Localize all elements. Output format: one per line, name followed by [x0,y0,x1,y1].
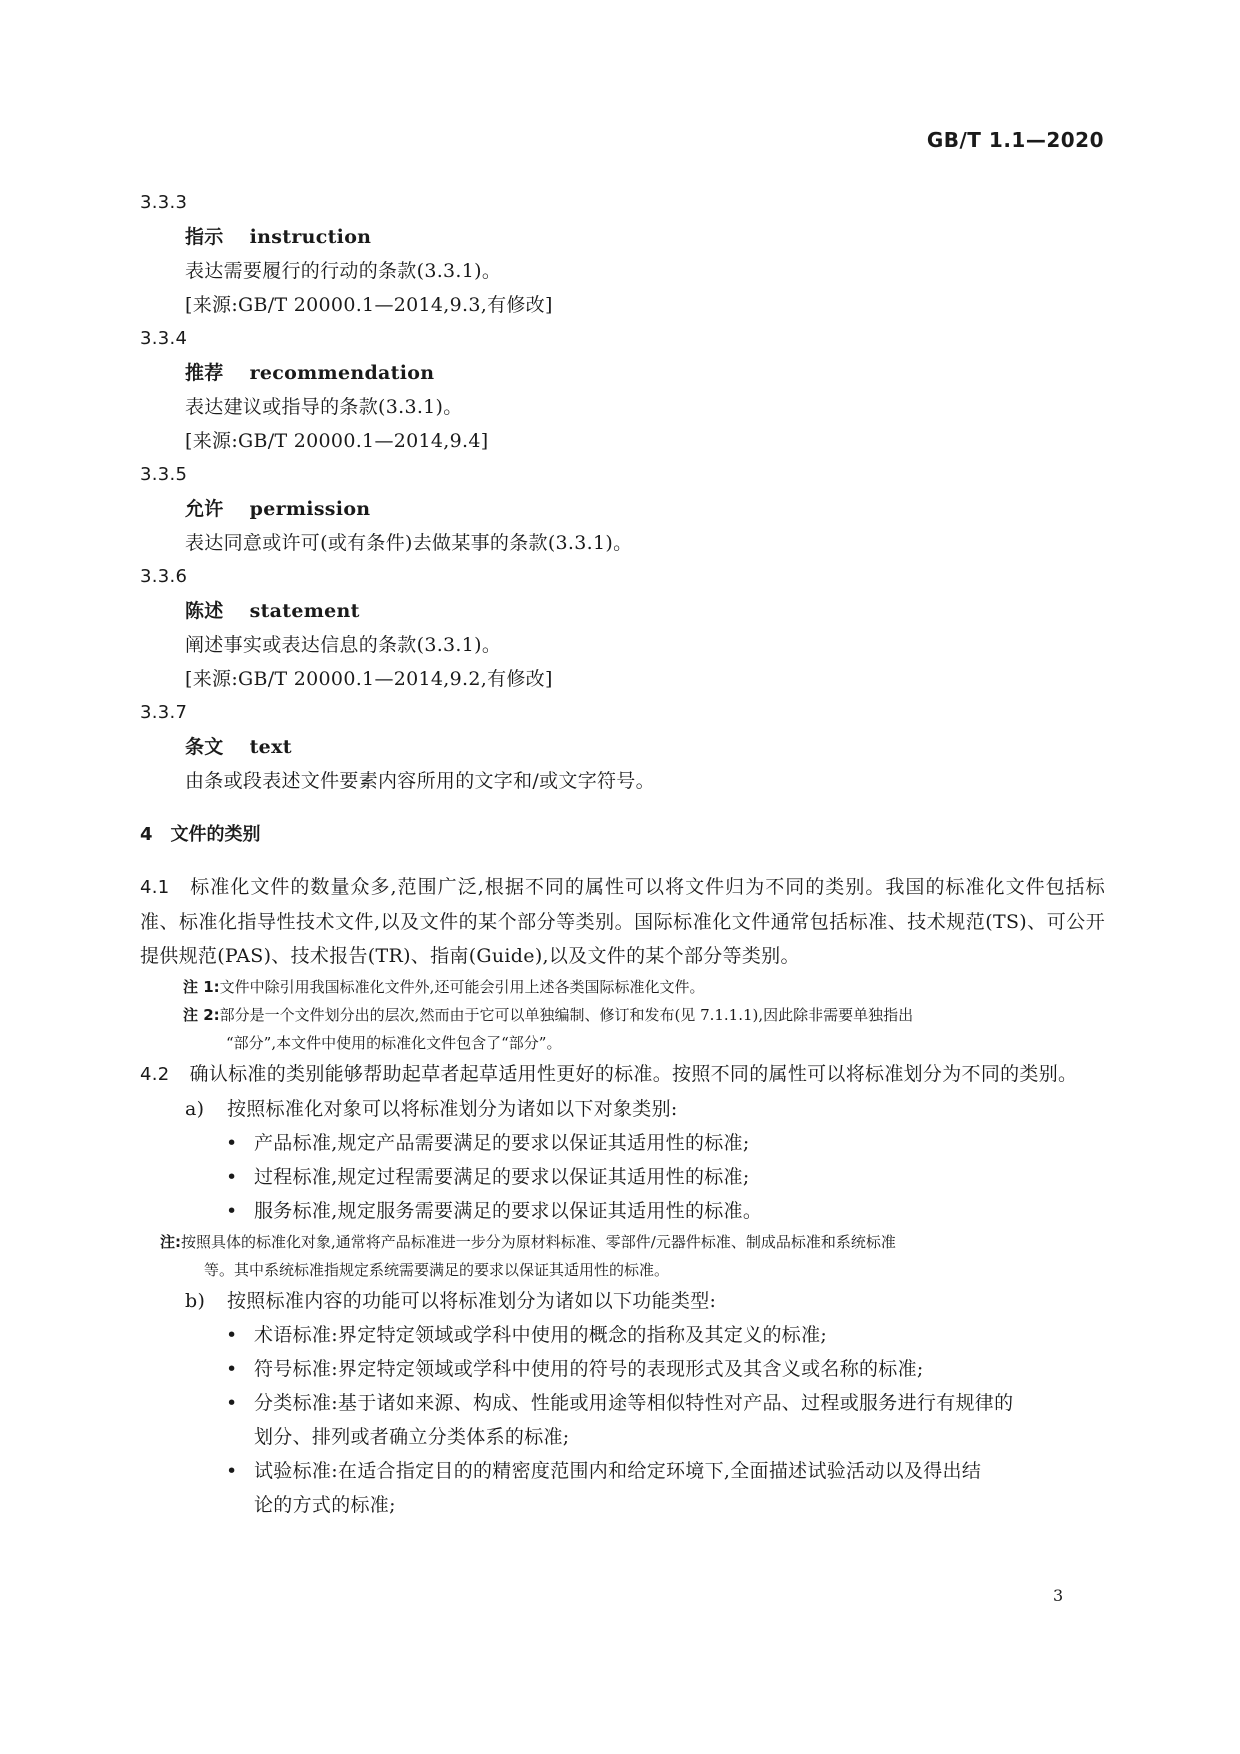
bullet-item [140,1352,1105,1386]
bullet-item-continued [140,1420,1105,1454]
term-source: [来源:GB/T 20000.1—2014,9.3,有修改] [185,294,553,316]
bullet-text: 符号标准:界定特定领域或学科中使用的符号的表现形式及其含义或名称的标准; [254,1358,924,1380]
note-list-a [140,1228,1105,1256]
bullet-icon: • [226,1324,238,1346]
list-text: 按照标准化对象可以将标准划分为诸如以下对象类别: [227,1098,678,1120]
term-en: statement [249,600,360,622]
term-number: 3.3.7 [140,702,188,723]
bullet-text: 服务标准,规定服务需要满足的要求以保证其适用性的标准。 [254,1200,763,1222]
term-number: 3.3.3 [140,192,188,213]
clause-heading [140,820,1105,846]
note-1 [140,973,1105,1001]
bullet-item-continued [140,1488,1105,1522]
bullet-item [140,1126,1105,1160]
note-label: 注: [160,1233,181,1251]
term-number: 3.3.6 [140,566,188,587]
bullet-icon: • [226,1200,238,1222]
bullet-item [140,1318,1105,1352]
list-item-b [140,1284,1105,1318]
term-en: permission [249,498,371,520]
list-item-a [140,1092,1105,1126]
bullet-icon: • [226,1460,238,1482]
note-label: 注 1: [183,978,220,996]
bullet-icon: • [226,1166,238,1188]
note-text: 部分是一个文件划分出的层次,然而由于它可以单独编制、修订和发布(见 7.1.1.1),因此除非需要单独指出 [219,1006,914,1024]
note-text: “部分”,本文件中使用的标准化文件包含了“部分”。 [226,1034,562,1052]
bullet-text: 术语标准:界定特定领域或学科中使用的概念的指称及其定义的标准; [254,1324,828,1346]
paragraph-4-1 [140,870,1105,973]
bullet-text: 划分、排列或者确立分类体系的标准; [254,1426,570,1448]
term-definition: 表达建议或指导的条款(3.3.1)。 [185,396,463,418]
paragraph-4-2 [140,1057,1105,1092]
term-en: text [249,736,292,758]
term-zh: 推荐 [185,362,224,384]
term-heading [140,730,1105,764]
list-marker: a) [185,1098,205,1120]
term-source: [来源:GB/T 20000.1—2014,9.4] [185,430,489,452]
clause-title: 文件的类别 [170,824,261,845]
paragraph-text: 确认标准的类别能够帮助起草者起草适用性更好的标准。按照不同的属性可以将标准划分为不同的类别。 [189,1063,1078,1085]
list-text: 按照标准内容的功能可以将标准划分为诸如以下功能类型: [227,1290,717,1312]
term-zh: 指示 [185,226,224,248]
term-source: [来源:GB/T 20000.1—2014,9.2,有修改] [185,668,553,690]
term-definition: 表达同意或许可(或有条件)去做某事的条款(3.3.1)。 [185,532,633,554]
bullet-text: 过程标准,规定过程需要满足的要求以保证其适用性的标准; [254,1166,750,1188]
bullet-text: 分类标准:基于诸如来源、构成、性能或用途等相似特性对产品、过程或服务进行有规律的 [254,1392,1014,1414]
bullet-icon: • [226,1392,238,1414]
list-marker: b) [185,1290,206,1312]
bullet-item [140,1386,1105,1420]
bullet-icon: • [226,1358,238,1380]
term-zh: 允许 [185,498,224,520]
term-heading [140,594,1105,628]
term-number: 3.3.4 [140,328,188,349]
term-zh: 条文 [185,736,224,758]
clause-number: 4 [140,824,153,845]
note-text: 文件中除引用我国标准化文件外,还可能会引用上述各类国际标准化文件。 [219,978,705,996]
note-text: 按照具体的标准化对象,通常将产品标准进一步分为原材料标准、零部件/元器件标准、制成品标准和系统标准 [181,1233,896,1251]
bullet-text: 试验标准:在适合指定目的的精密度范围内和给定环境下,全面描述试验活动以及得出结 [254,1460,982,1482]
bullet-text: 产品标准,规定产品需要满足的要求以保证其适用性的标准; [254,1132,750,1154]
term-definition: 表达需要履行的行动的条款(3.3.1)。 [185,260,502,282]
note-2 [140,1001,1105,1029]
term-en: recommendation [249,362,435,384]
term-zh: 陈述 [185,600,224,622]
term-heading [140,220,1105,254]
note-text: 等。其中系统标准指规定系统需要满足的要求以保证其适用性的标准。 [204,1261,670,1279]
term-en: instruction [249,226,372,248]
bullet-item [140,1160,1105,1194]
term-definition: 由条或段表述文件要素内容所用的文字和/或文字符号。 [185,770,655,792]
bullet-text: 论的方式的标准; [254,1494,396,1516]
page-content [140,186,1105,1522]
paragraph-number: 4.2 [140,1064,170,1085]
term-heading [140,356,1105,390]
document-code: GB/T 1.1—2020 [926,128,1104,152]
term-heading [140,492,1105,526]
paragraph-number: 4.1 [140,877,170,898]
bullet-icon: • [226,1132,238,1154]
paragraph-text: 标准化文件的数量众多,范围广泛,根据不同的属性可以将文件归为不同的类别。我国的标准化文件包括标准、标准化指导性技术文件,以及文件的某个部分等类别。国际标准化文件通常包括标准、技术规范(TS)、可公开提供规范(PAS)、技术报告(TR)、指南(Guide),以及文件的某个部分等类别。 [140,876,1105,967]
bullet-item [140,1194,1105,1228]
bullet-item [140,1454,1105,1488]
note-list-a-continued [140,1256,1105,1284]
page-number: 3 [1053,1586,1064,1605]
note-label: 注 2: [183,1006,220,1024]
term-number: 3.3.5 [140,464,188,485]
note-2-continued [140,1029,1105,1057]
term-definition: 阐述事实或表达信息的条款(3.3.1)。 [185,634,502,656]
